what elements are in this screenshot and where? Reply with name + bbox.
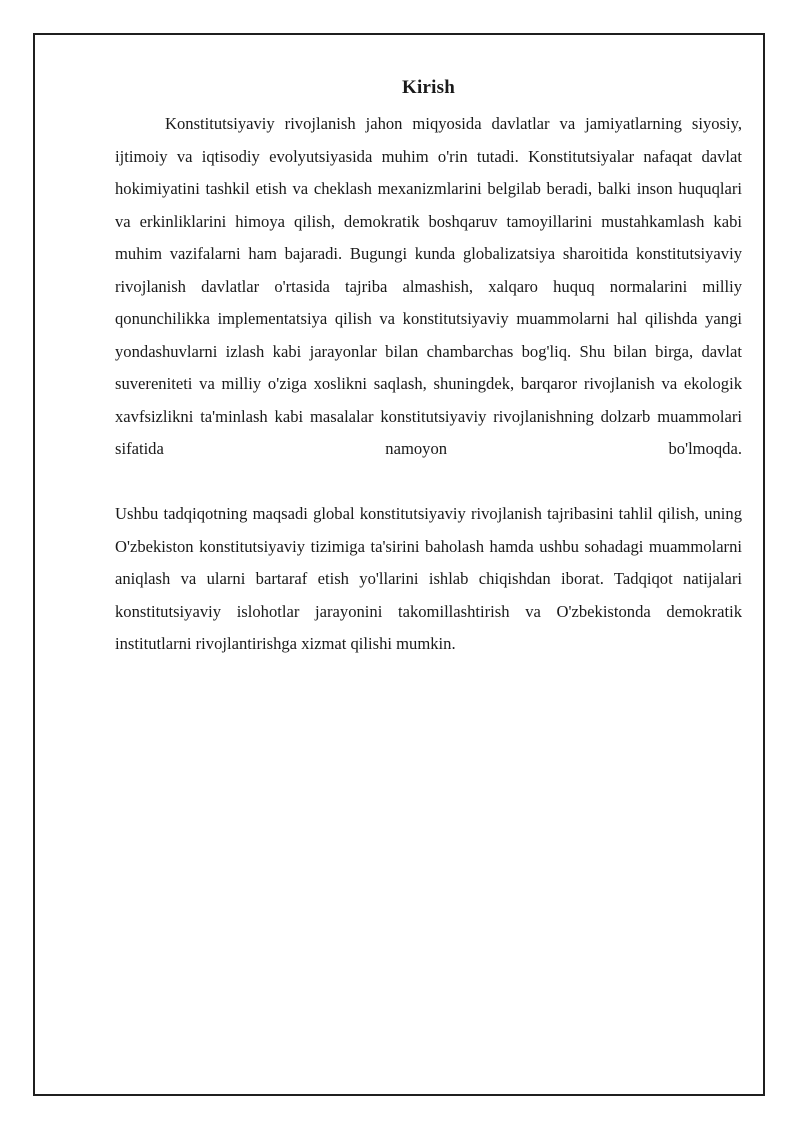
paragraph-introduction: Konstitutsiyaviy rivojlanish jahon miqyosida davlatlar va jamiyatlarning siyosiy, ijtimoiy va iqtisodiy evolyutsiyasida muhim o'rin tutadi. Konstitutsiyalar nafaqat davlat hokimiyatini tashkil etish va cheklash mexanizmlarini belgilab beradi, balki inson huquqlari va erkinliklarini himoya qilish, demokratik boshqaruv tamoyillarini mustahkamlash kabi muhim vazifalarni ham bajaradi. Bugungi kunda globalizatsiya sharoitida konstitutsiyaviy rivojlanish davlatlar o'rtasida tajriba almashish, xalqaro huquq normalarini milliy qonunchilikka implementatsiya qilish va konstitutsiyaviy muammolarni hal qilishda yangi yondashuvlarni izlash kabi jarayonlar bilan chambarchas bog'liq. Shu bilan birga, davlat suvereniteti va milliy o'ziga xoslikni saqlash, shuningdek, barqaror rivojlanish va ekologik xavfsizlikni ta'minlash kabi masalalar konstitutsiyaviy rivojlanishning dolzarb muammolari sifatida namoyon bo'lmoqda. xyxy=(115,114,742,458)
section-title: Kirish xyxy=(402,77,455,98)
paragraph-research-goal: Ushbu tadqiqotning maqsadi global konstitutsiyaviy rivojlanish tajribasini tahlil qilish, uning O'zbekiston konstitutsiyaviy tizimiga ta'sirini baholash hamda ushbu sohadagi muammolarni aniqlash va ularni bartaraf etish yo'llarini ishlab chiqishdan iborat. Tadqiqot natijalari konstitutsiyaviy islohotlar jarayonini takomillashtirish va O'zbekistonda demokratik institutlarni rivojlantirishga xizmat qilishi mumkin. xyxy=(115,504,742,653)
document-body xyxy=(115,74,742,661)
